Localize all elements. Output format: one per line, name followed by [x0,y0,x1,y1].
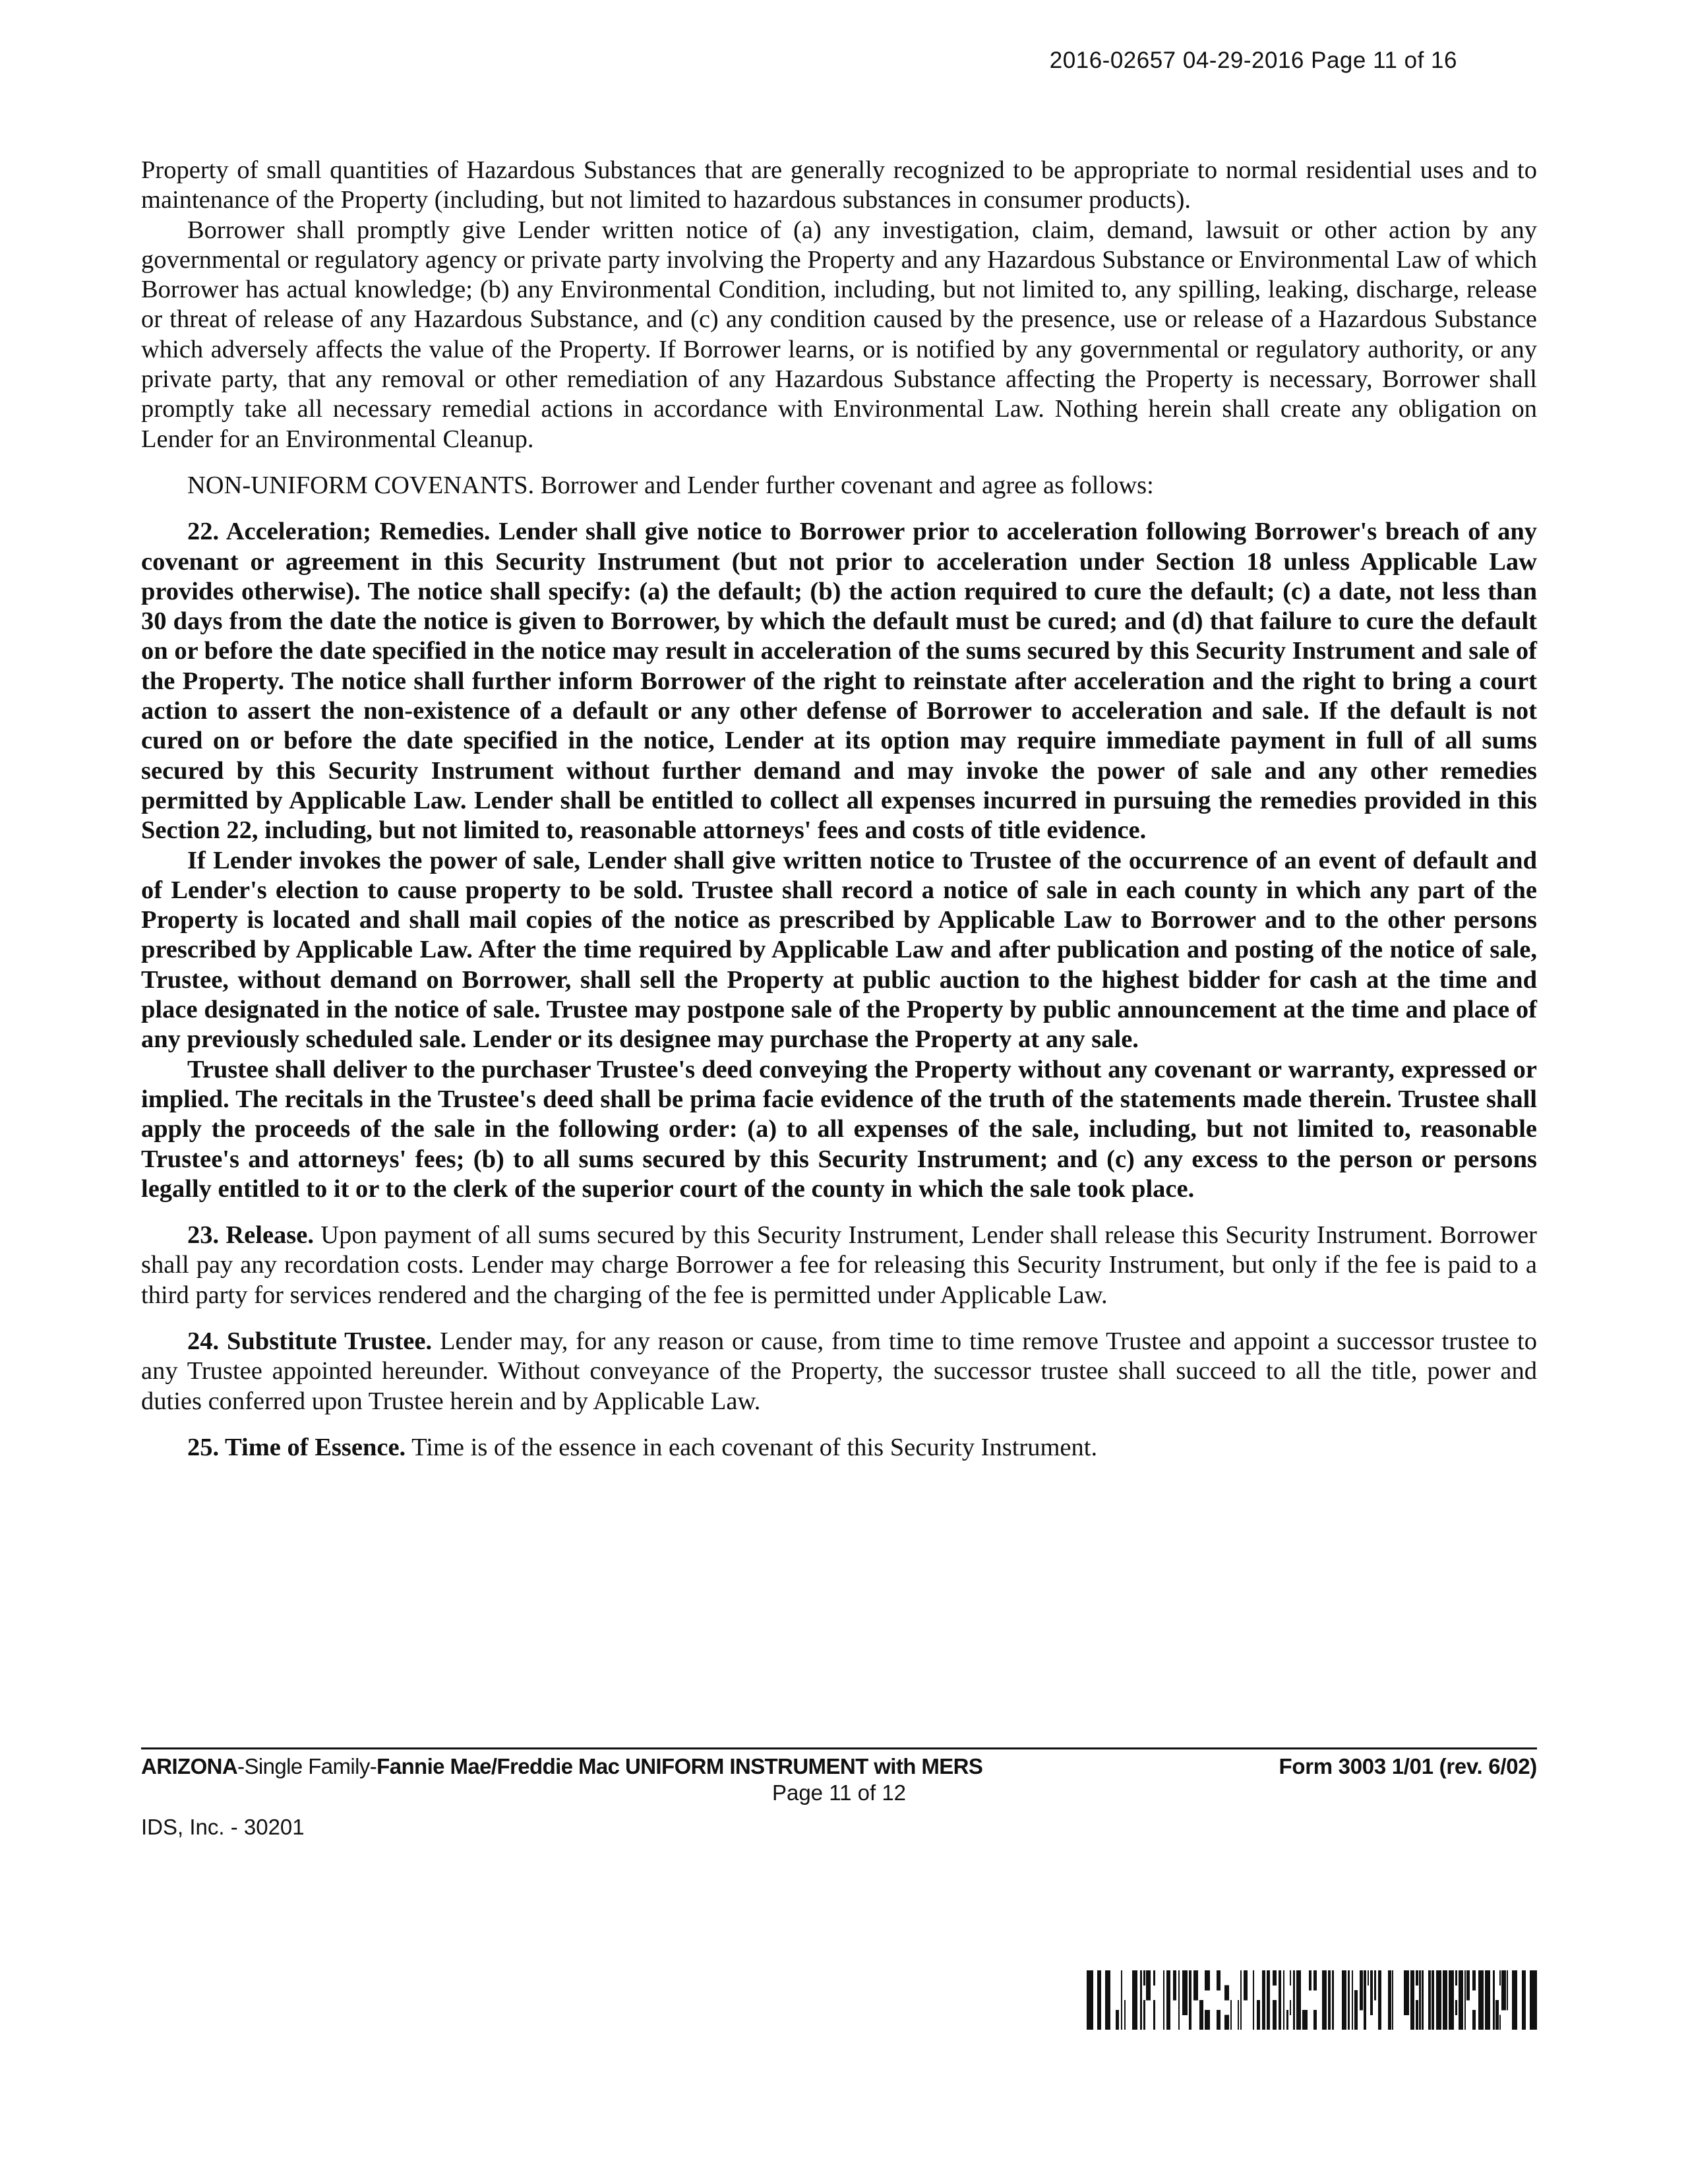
section-23-release [141,1221,1537,1310]
footer-instrument: Fannie Mae/Freddie Mac UNIFORM INSTRUMENT with MERS [377,1754,983,1778]
section-23-title: 23. Release. [187,1221,314,1250]
footer-vendor: IDS, Inc. - 30201 [141,1815,305,1839]
section-22-trustee-deed: Trustee shall deliver to the purchaser Trustee's deed conveying the Property without any covenant or warranty, expressed or implied. The recitals in the Trustee's deed shall be prima facie evidence of the truth of the statements made therein. Trustee shall apply the proceeds of the sale in the following order: (a) to all expenses of the sale, including, but not limited to, reasonable Trustee's and attorneys' fees; (b) to all sums secured by this Security Instrument; and (c) any excess to the person or persons legally entitled to it or to the clerk of the superior court of the county in which the sale took place. [141,1055,1537,1203]
section-25-title: 25. Time of Essence. [187,1433,406,1461]
section-25-time-of-essence [141,1433,1537,1463]
section-24-title: 24. Substitute Trustee. [187,1327,433,1355]
footer-divider [141,1747,1537,1749]
paragraph-non-uniform-covenants: NON-UNIFORM COVENANTS. Borrower and Lender further covenant and agree as follows: [187,471,1154,499]
footer-form-line [141,1754,1537,1783]
section-22-title: 22. Acceleration; Remedies. [187,518,491,546]
recording-stamp: 2016-02657 04-29-2016 Page 11 of 16 [1049,47,1457,73]
section-24-text: Lender may, for any reason or cause, from time to time remove Trustee and appoint a successor trustee to any Trustee appointed hereunder. Without conveyance of the Property, the successor trustee shall succeed to all the title, power and duties conferred upon Trustee herein and by Applicable Law. [141,1327,1538,1415]
footer-form-number: Form 3003 1/01 (rev. 6/02) [1279,1754,1537,1778]
section-22-power-of-sale: If Lender invokes the power of sale, Lender shall give written notice to Trustee of the occurrence of an event of default and of Lender's election to cause property to be sold. Trustee shall record a notice of sale in each county in which any part of the Property is located and shall mail copies of the notice as prescribed by Applicable Law to Borrower and to the other persons prescribed by Applicable Law. After the time required by Applicable Law and after publication and posting of the notice of sale, Trustee, without demand on Borrower, shall sell the Property at public auction to the highest bidder for cash at the time and place designated in the notice of sale. Trustee may postpone sale of the Property by public announcement at the time and place of any previously scheduled sale. Lender or its designee may purchase the Property at any sale. [141,846,1537,1054]
footer-page-number: Page 11 of 12 [771,1780,907,1805]
paragraph-hazardous-quantities: Property of small quantities of Hazardous Substances that are generally recognized to be appropriate to normal residential uses and to maintenance of the Property (including, but not limited to hazardous substances in consumer products). [141,156,1537,214]
section-23-text: Upon payment of all sums secured by this Security Instrument, Lender shall release this Security Instrument. Borrower shall pay any recordation costs. Lender may charge Borrower a fee for releasing this Security Instrument, but only if the fee is paid to a third party for services rendered and the charging of the fee is permitted under Applicable Law. [141,1221,1538,1309]
footer-family: -Single Family- [237,1754,377,1778]
section-24-substitute-trustee [141,1327,1537,1416]
section-22-text: Lender shall give notice to Borrower prior to acceleration following Borrower's breach of any covenant or agreement in this Security Instrument (but not prior to acceleration under Section 18 unless Applicable Law provides otherwise). The notice shall specify: (a) the default; (b) the action required to cure the default; (c) a date, not less than 30 days from the date the notice is given to Borrower, by which the default must be cured; and (d) that failure to cure the default on or before the date specified in the notice may result in acceleration of the sums secured by this Security Instrument and sale of the Property. The notice shall further inform Borrower of the right to reinstate after acceleration and the right to bring a court action to assert the non-existence of a default or any other defense of Borrower to acceleration and sale. If the default is not cured on or before the date specified in the notice, Lender at its option may require immediate payment in full of all sums secured by this Security Instrument without further demand and may invoke the power of sale and any other remedies permitted by Applicable Law. Lender shall be entitled to collect all expenses incurred in pursuing the remedies provided in this Section 22, including, but not limited to, reasonable attorneys' fees and costs of title evidence. [141,518,1538,845]
footer-form-title [141,1754,982,1779]
section-25-text: Time is of the essence in each covenant of this Security Instrument. [411,1433,1098,1461]
document-body [141,156,1537,1463]
section-22-acceleration [141,517,1537,845]
footer-state: ARIZONA [141,1754,238,1778]
paragraph-borrower-notice: Borrower shall promptly give Lender written notice of (a) any investigation, claim, demand, lawsuit or other action by any governmental or regulatory agency or private party involving the Property and any Hazardous Substance or Environmental Law of which Borrower has actual knowledge; (b) any Environmental Condition, including, but not limited to, any spilling, leaking, discharge, release or threat of release of any Hazardous Substance, and (c) any condition caused by the presence, use or release of a Hazardous Substance which adversely affects the value of the Property. If Borrower learns, or is notified by any governmental or regulatory authority, or any private party, that any removal or other remediation of any Hazardous Substance affecting the Property is necessary, Borrower shall promptly take all necessary remedial actions in accordance with Environmental Law. Nothing herein shall create any obligation on Lender for an Environmental Cleanup. [141,216,1537,453]
barcode-icon [1087,1970,1537,2030]
